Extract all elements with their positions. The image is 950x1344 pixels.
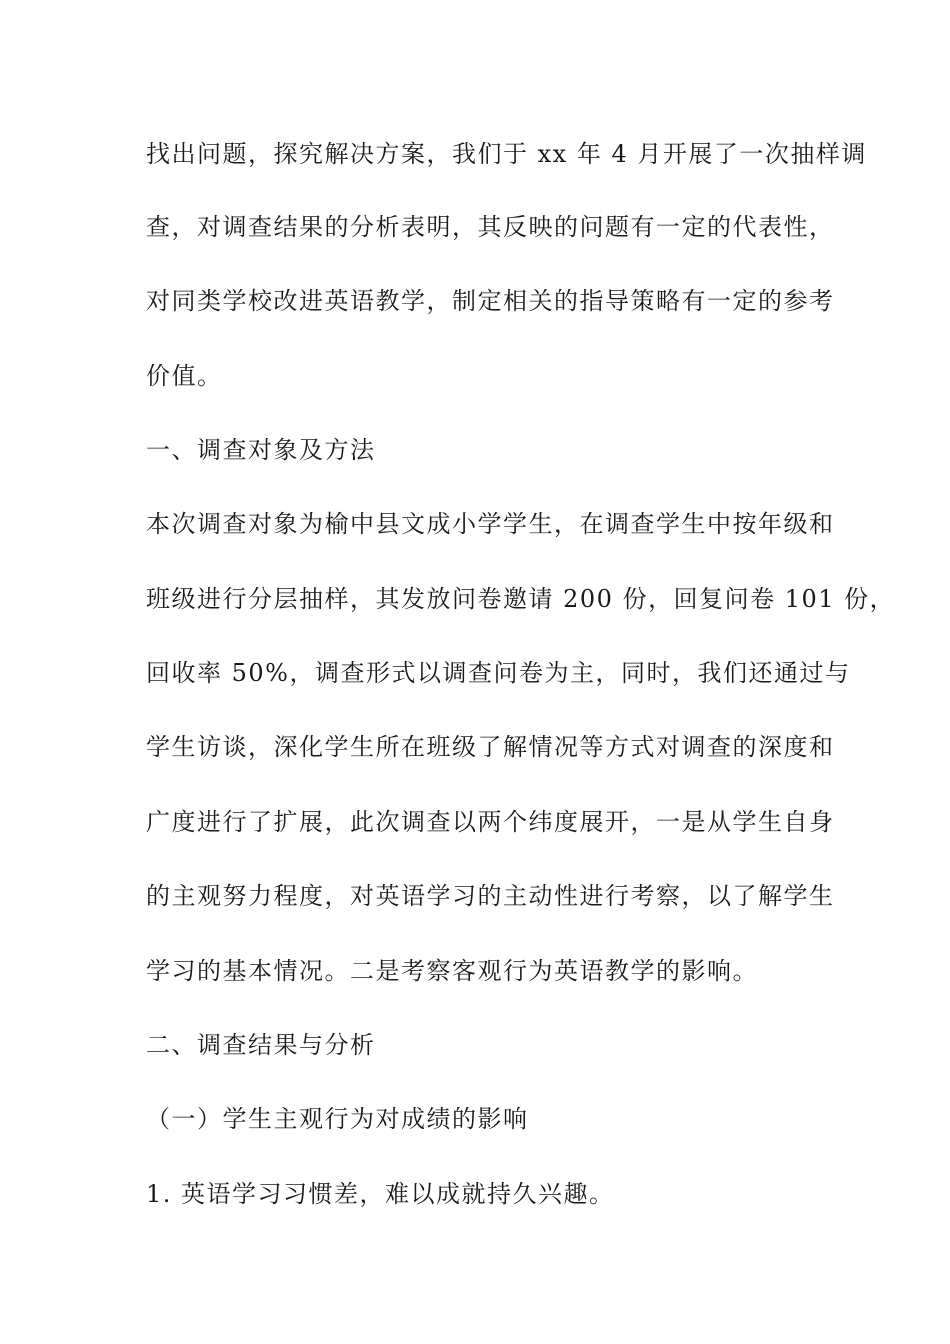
paragraph-line: 班级进行分层抽样，其发放问卷邀请 200 份，回复问卷 101 份， — [146, 585, 896, 613]
paragraph-line: 价值。 — [146, 362, 223, 390]
paragraph-line: 对同类学校改进英语教学，制定相关的指导策略有一定的参考 — [146, 287, 835, 315]
paragraph-line: 回收率 50%，调查形式以调查问卷为主，同时，我们还通过与 — [146, 659, 851, 687]
paragraph-line: 找出问题，探究解决方案，我们于 xx 年 4 月开展了一次抽样调 — [146, 140, 867, 168]
section-heading: 一、调查对象及方法 — [146, 436, 376, 464]
paragraph-line: 学生访谈，深化学生所在班级了解情况等方式对调查的深度和 — [146, 733, 835, 761]
paragraph-line: 学习的基本情况。二是考察客观行为英语教学的影响。 — [146, 957, 758, 985]
list-item-heading: 1. 英语学习习惯差，难以成就持久兴趣。 — [146, 1180, 615, 1208]
section-heading: 二、调查结果与分析 — [146, 1031, 376, 1059]
paragraph-line: 广度进行了扩展，此次调查以两个纬度展开，一是从学生自身 — [146, 808, 835, 836]
paragraph-line: 的主观努力程度，对英语学习的主动性进行考察，以了解学生 — [146, 882, 835, 910]
paragraph-line: 本次调查对象为榆中县文成小学学生，在调查学生中按年级和 — [146, 510, 835, 538]
paragraph-line: 查，对调查结果的分析表明，其反映的问题有一定的代表性， — [146, 213, 835, 241]
subsection-heading: （一）学生主观行为对成绩的影响 — [146, 1105, 529, 1133]
